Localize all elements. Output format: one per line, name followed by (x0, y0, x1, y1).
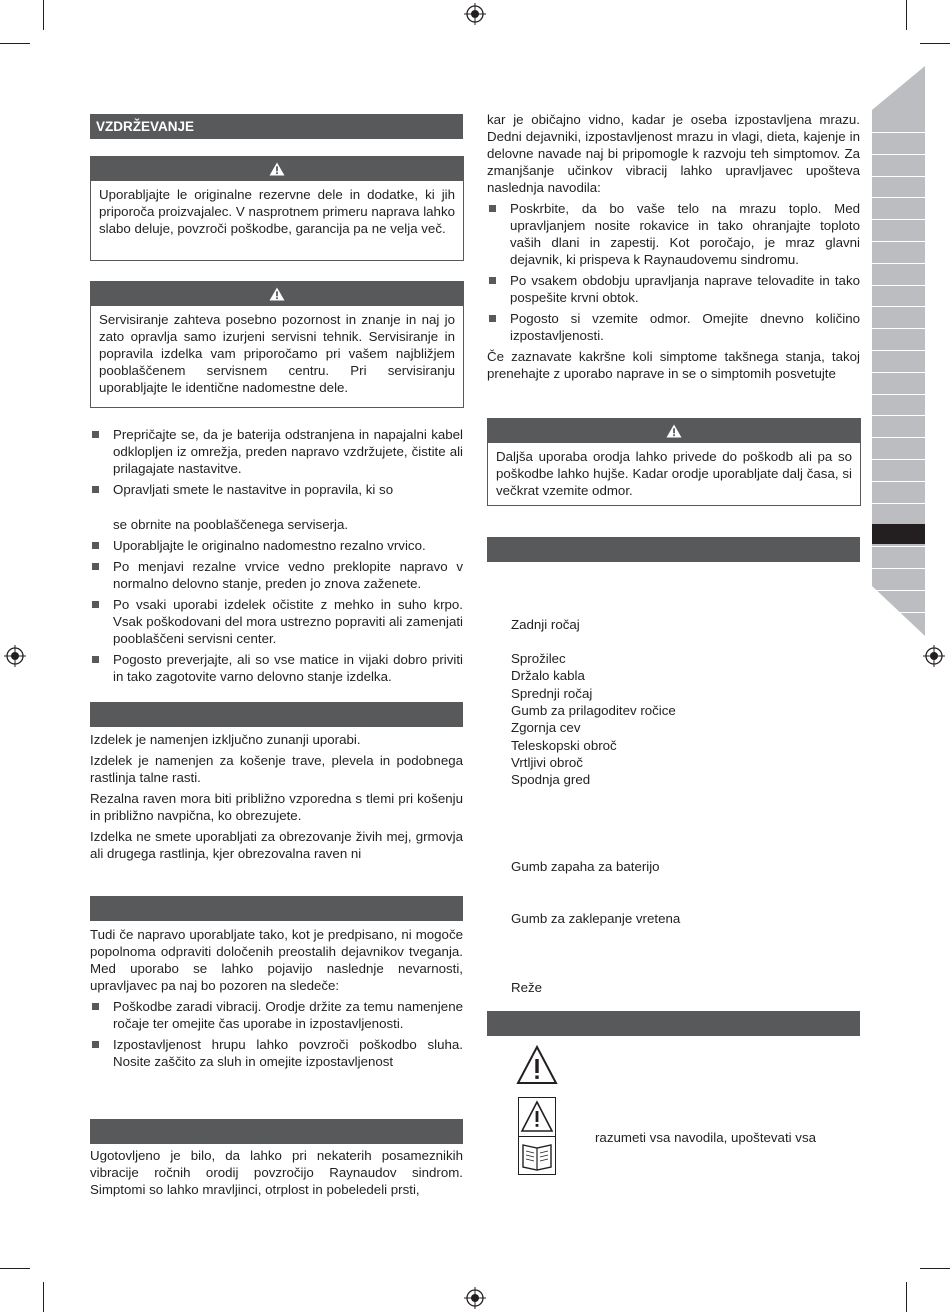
registration-mark (464, 1287, 486, 1309)
read-manual-symbol (518, 1097, 556, 1175)
manual-book-icon (519, 1137, 555, 1175)
paragraph: Izdelek je namenjen za košenje trave, plevela in podobnega rastlinja talne rasti. (90, 753, 463, 785)
paragraph: Tudi če napravo uporabljate tako, kot je predpisano, ni mogoče popolnoma odpraviti določenih preostalih dejavnikov tveganja. Med uporabo se lahko pojavijo naslednje nevarnosti, upravljavec pa naj bo pozoren na sledeče: (90, 927, 463, 993)
intended-use-text (90, 731, 463, 866)
list-continuation: se obrnite na pooblaščenega serviserja. (113, 517, 349, 532)
warning-header (91, 282, 463, 306)
maintenance-heading: VZDRŽEVANJE (90, 114, 463, 139)
part-label: Zgornja cev (511, 720, 581, 735)
list-item: Poškodbe zaradi vibracij. Orodje držite za temu namenjene ročaje ter omejite čas uporabe in izpostavljenosti. (90, 998, 463, 1032)
tab-separator (872, 328, 925, 329)
warning-triangle-icon (269, 162, 285, 176)
warning-box-parts (90, 156, 464, 261)
part-label: Gumb za prilagoditev ročice (511, 703, 676, 718)
warning-header (91, 157, 463, 181)
list-item: Pogosto preverjajte, ali so vse matice in vijaki dobro priviti in tako zagotovite varno delovno stanje izdelka. (90, 651, 463, 685)
crop-mark (906, 1282, 907, 1312)
tab-separator (872, 590, 925, 591)
list-item: Poskrbite, da bo vaše telo na mrazu toplo. Med upravljanjem nosite rokavice in tako ohranjajte toploto vaših dlani in zapestij. Kot poročajo, je mraz glavni dejavnik, ki prispeva k Raynaudovemu sindromu. (487, 200, 860, 268)
warning-triangle-icon (519, 1098, 555, 1136)
active-language-tab (872, 524, 925, 544)
crop-mark (43, 1282, 44, 1312)
tab-separator (872, 306, 925, 307)
tab-separator (872, 219, 925, 220)
warning-box-prolonged-use (487, 418, 861, 506)
warning-text: Uporabljajte le originalne rezervne dele in dodatke, ki jih priporoča proizvajalec. V nasprotnem primeru naprava lahko slabo deluje, povzroči poškodbe, garancija pa ne velja več. (99, 187, 455, 236)
list-item: Po vsakem obdobju upravljanja naprave telovadite in tako pospešite krvni obtok. (487, 272, 860, 306)
tab-separator (872, 568, 925, 569)
part-label: Reže (511, 980, 543, 995)
tab-separator (872, 263, 925, 264)
part-label: Teleskopski obroč (511, 738, 617, 753)
language-tabs (872, 66, 925, 636)
warning-text: Daljša uporaba orodja lahko privede do poškodb ali pa so poškodbe lahko hujše. Kadar orodje uporabljate dalj časa, si večkrat vzemite odmor. (496, 449, 852, 498)
section-bar-use (90, 702, 463, 727)
section-bar-parts (487, 537, 860, 562)
section-bar-vibration (90, 1119, 463, 1144)
warning-text: Servisiranje zahteva posebno pozornost in znanje in naj jo zato opravlja samo izurjeni servisni tehnik. Servisiranje in popravila izdelka vam priporočamo pri vašem najbližjem pooblaščenem servisnem centru. Pri servisiranju uporabljajte le identične nadomestne dele. (99, 312, 455, 395)
tab-separator (872, 394, 925, 395)
tab-separator (872, 437, 925, 438)
warning-triangle-icon (269, 287, 285, 301)
part-label: Zadnji ročaj (511, 617, 580, 632)
maintenance-list-1 (90, 426, 463, 502)
tab-separator (872, 176, 925, 177)
tab-separator (872, 350, 925, 351)
tab-separator (872, 415, 925, 416)
tab-separator (872, 481, 925, 482)
list-item: Uporabljajte le originalno nadomestno rezalno vrvico. (90, 537, 463, 554)
part-label: Sprednji ročaj (511, 686, 593, 701)
tab-separator (872, 372, 925, 373)
tab-separator (872, 197, 925, 198)
paragraph: Če zaznavate kakršne koli simptome takšnega stanja, takoj prenehajte z uporabo naprave in se o simptomih posvetujte (487, 349, 860, 381)
tab-separator (872, 459, 925, 460)
part-label: Vrtljivi obroč (511, 755, 583, 770)
tab-separator (872, 612, 925, 613)
section-bar-symbols (487, 1011, 860, 1036)
part-label: Sprožilec (511, 651, 566, 666)
part-label: Spodnja gred (511, 772, 591, 787)
tab-separator (872, 154, 925, 155)
crop-mark (920, 1268, 950, 1269)
registration-mark (464, 3, 486, 25)
section-bar-risks (90, 896, 463, 921)
part-label: Gumb zapaha za baterijo (511, 859, 660, 874)
crop-mark (906, 0, 907, 30)
part-label: Gumb za zaklepanje vretena (511, 911, 681, 926)
list-item: Po menjavi rezalne vrvice vedno preklopite napravo v normalno delovno stanje, preden jo znova zaženete. (90, 558, 463, 592)
crop-mark (43, 0, 44, 30)
warning-box-service (90, 281, 464, 408)
tab-separator (872, 132, 925, 133)
tab-separator (872, 503, 925, 504)
vibration-text: Ugotovljeno je bilo, da lahko pri nekaterih posameznikih vibracije ročnih orodij povzročijo Raynaudov sindrom. Simptomi so lahko mravljinci, otrplost in pobeledeli prsti, (90, 1148, 463, 1197)
tab-separator (872, 546, 925, 547)
tab-separator (872, 241, 925, 242)
vibration-continued (487, 111, 860, 386)
warning-triangle-icon (516, 1045, 558, 1085)
registration-mark (4, 645, 26, 667)
paragraph: Izdelek je namenjen izključno zunanji uporabi. (90, 732, 361, 747)
crop-mark (0, 43, 30, 44)
warning-header (488, 419, 860, 443)
warning-triangle-icon (666, 424, 682, 438)
paragraph: Izdelka ne smete uporabljati za obrezovanje živih mej, grmovja ali drugega rastlinja, kjer obrezovalna raven ni (90, 829, 463, 861)
list-item: Prepričajte se, da je baterija odstranjena in napajalni kabel odklopljen iz omrežja, preden napravo vzdržujete, čistite ali prilagajate nastavitve. (90, 426, 463, 477)
paragraph: kar je običajno vidno, kadar je oseba izpostavljena mrazu. Dedni dejavniki, izpostavljenost mrazu in vlagi, dieta, kajenje in delovne navade naj bi pripomogle k razvoju teh simptomov. Za zmanjšanje učinkov vibracij lahko upravljavec upošteva naslednja navodila: (487, 112, 860, 195)
crop-mark (0, 1268, 30, 1269)
maintenance-list-2 (90, 537, 463, 689)
crop-mark (920, 43, 950, 44)
list-item: Izpostavljenost hrupu lahko povzroči poškodbo sluha. Nosite zaščito za sluh in omejite izpostavljenost (90, 1036, 463, 1070)
list-item: Opravljati smete le nastavitve in popravila, ki so (90, 481, 463, 498)
part-label: Držalo kabla (511, 668, 585, 683)
risk-text (90, 926, 463, 1074)
tab-separator (872, 285, 925, 286)
paragraph: Rezalna raven mora biti približno vzporedna s tlemi pri košenju in približno navpična, ko obrezujete. (90, 791, 463, 823)
registration-mark (923, 645, 945, 667)
symbol-description: razumeti vsa navodila, upoštevati vsa (595, 1130, 816, 1145)
list-item: Pogosto si vzemite odmor. Omejite dnevno količino izpostavljenosti. (487, 310, 860, 344)
list-item: Po vsaki uporabi izdelek očistite z mehko in suho krpo. Vsak poškodovani del mora ustrezno popraviti ali zamenjati pooblaščeni servisni center. (90, 596, 463, 647)
